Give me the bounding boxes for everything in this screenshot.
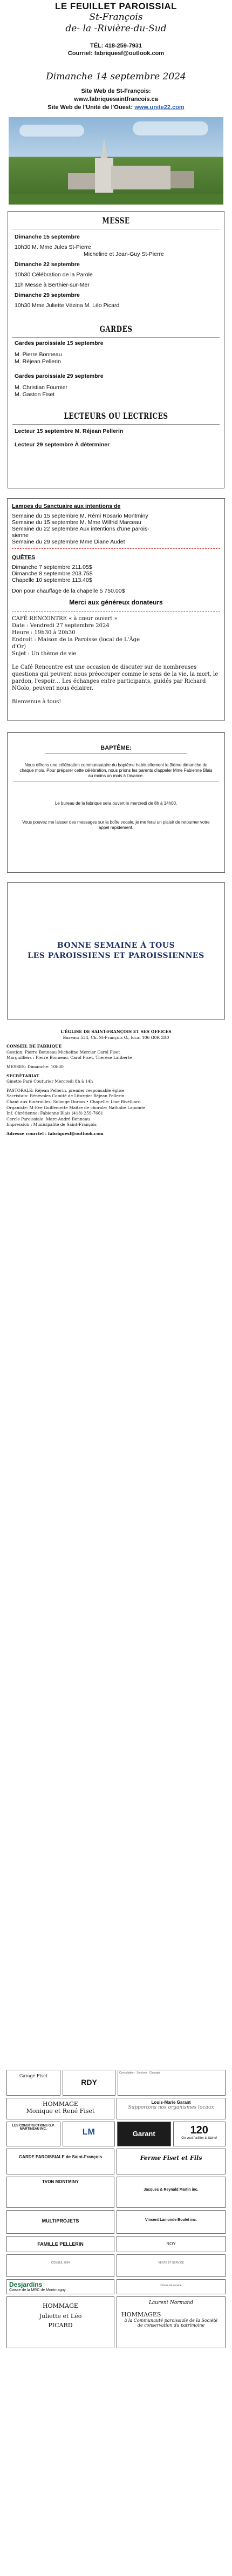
ad-desjardins: Desjardins Caisse de la MRC de Montmagny <box>6 2279 114 2294</box>
greeting-box <box>7 882 225 1019</box>
ad-tvon-montminy: TVON MONTMINY <box>6 2177 114 2208</box>
website-label: Site Web de St-François: <box>81 88 151 94</box>
ad-lm: LM <box>63 2122 115 2146</box>
info-line: SECRÉTARIAT <box>6 1073 39 1078</box>
ad-garde-paroissiale: GARDE PAROISSIALE de Saint-François <box>6 2149 114 2174</box>
lampes-line: Semaine du 29 septembre Mme Diane Audet <box>12 539 125 545</box>
info-line: Organiste: M-Eve Guillemette Maître de chorale: Nathalie Lapointe <box>6 1105 146 1110</box>
ad-constructions: LES CONSTRUCTIONS G.P. MARTINEAU INC. <box>6 2122 60 2146</box>
ad-hommage-picard: HOMMAGE Juliette et Léo PICARD <box>6 2296 114 2348</box>
cafe-line: Endroit : Maison de la Paroisse (local de L'Âge <box>12 637 140 643</box>
ad-conseil: CONSEIL 2024 <box>6 2254 114 2277</box>
messe-line: 11h Messe à Berthier-sur-Mer <box>15 282 90 288</box>
info-line: Ginette Paré Couturier Mercredi 8h à 14h <box>6 1079 93 1084</box>
ad-normand-hommages: Laurent Normand HOMMAGES à la Communauté paroissiale de la Société de conservation du patrimoine <box>117 2296 226 2348</box>
church-info-title: L'ÉGLISE DE SAINT-FRANÇOIS ET SES OFFICES <box>60 1029 172 1034</box>
lampes-line: sienne <box>12 532 29 539</box>
lecteur-line: Lecteur 15 septembre M. Réjean Pellerin <box>15 428 124 434</box>
bapteme-text: Nous offrons une célébration communautaire du baptême habituellement le 3ième dimanche de chaque mois. Pour préparer cette célébration, nous prions les parents d'appeler Mme Fabienne Blais au moins un mois à l'avance. <box>19 763 213 778</box>
info-line: PASTORALE: Réjean Pellerin, premier responsable église <box>6 1088 125 1093</box>
info-line: Inf. Chrétienne: Fabienne Blais (418) 259-7661 <box>6 1111 104 1116</box>
lampes-line: Semaine du 22 septembre Aux intentions d'une parois- <box>12 526 149 532</box>
gardes-heading: GARDES <box>99 324 133 335</box>
ad-garant: Garant <box>117 2122 171 2146</box>
lecteurs-heading: LECTEURS OU LECTRICES <box>64 411 168 422</box>
lampes-line: Semaine du 15 septembre M. Rémi Rosario Montminy <box>12 513 148 519</box>
unit-website-link[interactable]: www.unite22.com <box>134 104 185 111</box>
ad-ferme-fiset: Ferme Fiset et Fils <box>117 2149 226 2174</box>
website-link[interactable]: www.fabriquesaintfrancois.ca <box>74 96 158 103</box>
unit-website: Site Web de l'Unité de l'Ouest: www.unite22.com <box>47 104 185 111</box>
messe-line: Micheline et Jean-Guy St-Pierre <box>84 251 164 257</box>
cafe-line: Sujet : Un thème de vie <box>12 651 77 657</box>
ad-hommage-fiset: HOMMAGE Monique et René Fiset <box>6 2098 114 2119</box>
gardes-date: Gardes paroissiale 15 septembre <box>15 340 104 346</box>
conseil-heading: CONSEIL DE FABRIQUE <box>6 1044 62 1049</box>
ad-120: 120 On veut faciliter la tâche! <box>173 2122 226 2146</box>
gardes-name: M. Gaston Fiset <box>15 391 55 398</box>
notices-box <box>8 211 224 488</box>
masthead <box>0 0 232 112</box>
ad-roy: ROY <box>117 2236 226 2252</box>
church-address: Bureau: 534, Ch. St-François O., local 106 G0R 3A0 <box>63 1035 169 1040</box>
messe-line: Dimanche 15 septembre <box>15 234 80 240</box>
bureau-text: Le bureau de la fabrique sera ouvert le mercredi de 8h à 14h00. <box>54 801 178 806</box>
cafe-line: Heure : 19h30 à 20h30 <box>12 630 76 636</box>
cafe-line: d'Or) <box>12 644 26 650</box>
info-line: MESSES: Dimanche: 10h30 <box>6 1064 64 1069</box>
lecteur-line: Lecteur 29 septembre À déterminer <box>15 441 110 448</box>
messe-line: 10h30 Mme Juliette Vézina M. Léo Picard <box>15 302 120 309</box>
bulletin-title: LE FEUILLET PAROISSIAL <box>54 1 178 11</box>
cafe-paragraph: Le Café Rencontre est une occasion de discuter sur de nombreuses questions qui peuvent nous préoccuper comme le sens de la vie, la mort, le pardon, l'espoir… Les échanges entre participants, guidés par Richard NGolo, peuvent nous éclairer. <box>12 664 219 691</box>
ad-multiprojets: MULTIPROJETS <box>6 2210 114 2234</box>
info-line: Marguilliers : Pierre Bonneau, Carol Fiset, Thérèse Laliberté <box>6 1055 132 1061</box>
messe-line: 10h30 M. Mme Jules St-Pierre <box>15 244 91 250</box>
bulletin-date: Dimanche 14 septembre 2024 <box>46 71 186 82</box>
ad-rdy: RDY <box>63 2070 115 2096</box>
chauffage-line: Don pour chauffage de la chapelle 5 750.00$ <box>12 588 125 594</box>
gardes-name: M. Pierre Bonneau <box>15 351 62 358</box>
messe-line: Dimanche 29 septembre <box>15 292 80 298</box>
ad-centre-service: Centre de service <box>117 2279 226 2294</box>
ad-vincent-lamonde: Vincent Lamonde Boulet inc. <box>117 2210 226 2234</box>
cafe-line: Date : Vendredi 27 septembre 2024 <box>12 623 110 629</box>
email: Courriel: fabriquesf@outlook.com <box>67 50 165 57</box>
ad-supportons: Louis-Marie Garant Supportons nos organismes locaux <box>117 2098 226 2119</box>
info-line: Sacristain: Bénévoles Comité de Liturgie: Réjean Pellerin <box>6 1093 125 1099</box>
lampes-quetes-box <box>7 498 225 721</box>
ad-famille-pellerin: FAMILLE PELLERIN <box>6 2236 114 2252</box>
bapteme-box <box>7 732 225 873</box>
phone: TÉL: 418-259-7931 <box>90 43 142 49</box>
gardes-date: Gardes paroissiale 29 septembre <box>15 373 104 379</box>
info-line: Gestion: Pierre Bonneau Micheline Mercier Carol Fiset <box>6 1049 120 1055</box>
bienvenue: Bienvenue à tous! <box>12 699 62 705</box>
bapteme-heading: BAPTÊME: <box>100 745 132 751</box>
gardes-name: M. Christian Fournier <box>15 384 68 391</box>
messe-line: Dimanche 22 septembre <box>15 261 80 268</box>
church-photo <box>9 117 223 205</box>
ad-consultation: Consultation · Services · Chirurgie <box>118 2070 226 2096</box>
gardes-name: M. Réjean Pellerin <box>15 358 61 365</box>
lampes-line: Semaine du 15 septembre M. Mme Wilfrid Marceau <box>12 519 141 526</box>
lampes-heading: Lampes du Sanctuaire aux intentions de <box>12 503 121 509</box>
ad-jacques-reynald: Jacques & Reynald Martin inc. <box>117 2177 226 2208</box>
church-info <box>0 1029 232 1137</box>
info-line: Impression : Municipalité de Saint-François <box>6 1122 97 1127</box>
info-line: Chant aux funérailles: Solange Dorion • Chapelle: Line Rivélliard <box>6 1099 141 1104</box>
ad-vente: VENTE ET SERVICE <box>117 2254 226 2277</box>
greeting-line1: BONNE SEMAINE À TOUS <box>57 941 175 950</box>
messe-heading: MESSE <box>102 215 130 226</box>
ad-garage: Garage Fiset <box>6 2070 60 2096</box>
info-line: Adresse courriel : fabriquesf@outlook.com <box>6 1131 104 1136</box>
quete-line: Dimanche 7 septembre 211.05$ <box>12 564 92 570</box>
parish-name-line2: de- la -Rivière-du-Sud <box>65 23 167 34</box>
merci-line: Merci aux généreux donateurs <box>69 599 163 606</box>
messe-line: 10h30 Célébration de la Parole <box>15 271 93 278</box>
parish-name-line1: St-François <box>89 12 143 23</box>
messages-text: Vous pouvez me laisser des messages sur la boîte vocale, je me ferai un plaisir de retourner votre appel rapidement. <box>22 820 210 830</box>
quete-line: Chapelle 10 septembre 113.40$ <box>12 577 92 583</box>
sponsor-ads <box>6 2070 226 2350</box>
quete-line: Dimanche 8 septembre 203.75$ <box>12 570 93 577</box>
cafe-title: CAFÉ RENCONTRE « à cœur ouvert » <box>12 616 118 622</box>
greeting-line2: LES PAROISSIENS ET PAROISSIENNES <box>28 951 204 960</box>
quetes-heading: QUÊTES <box>12 554 36 561</box>
info-line: Cercle Paroissiale: Marc-André Bonneau <box>6 1116 90 1122</box>
